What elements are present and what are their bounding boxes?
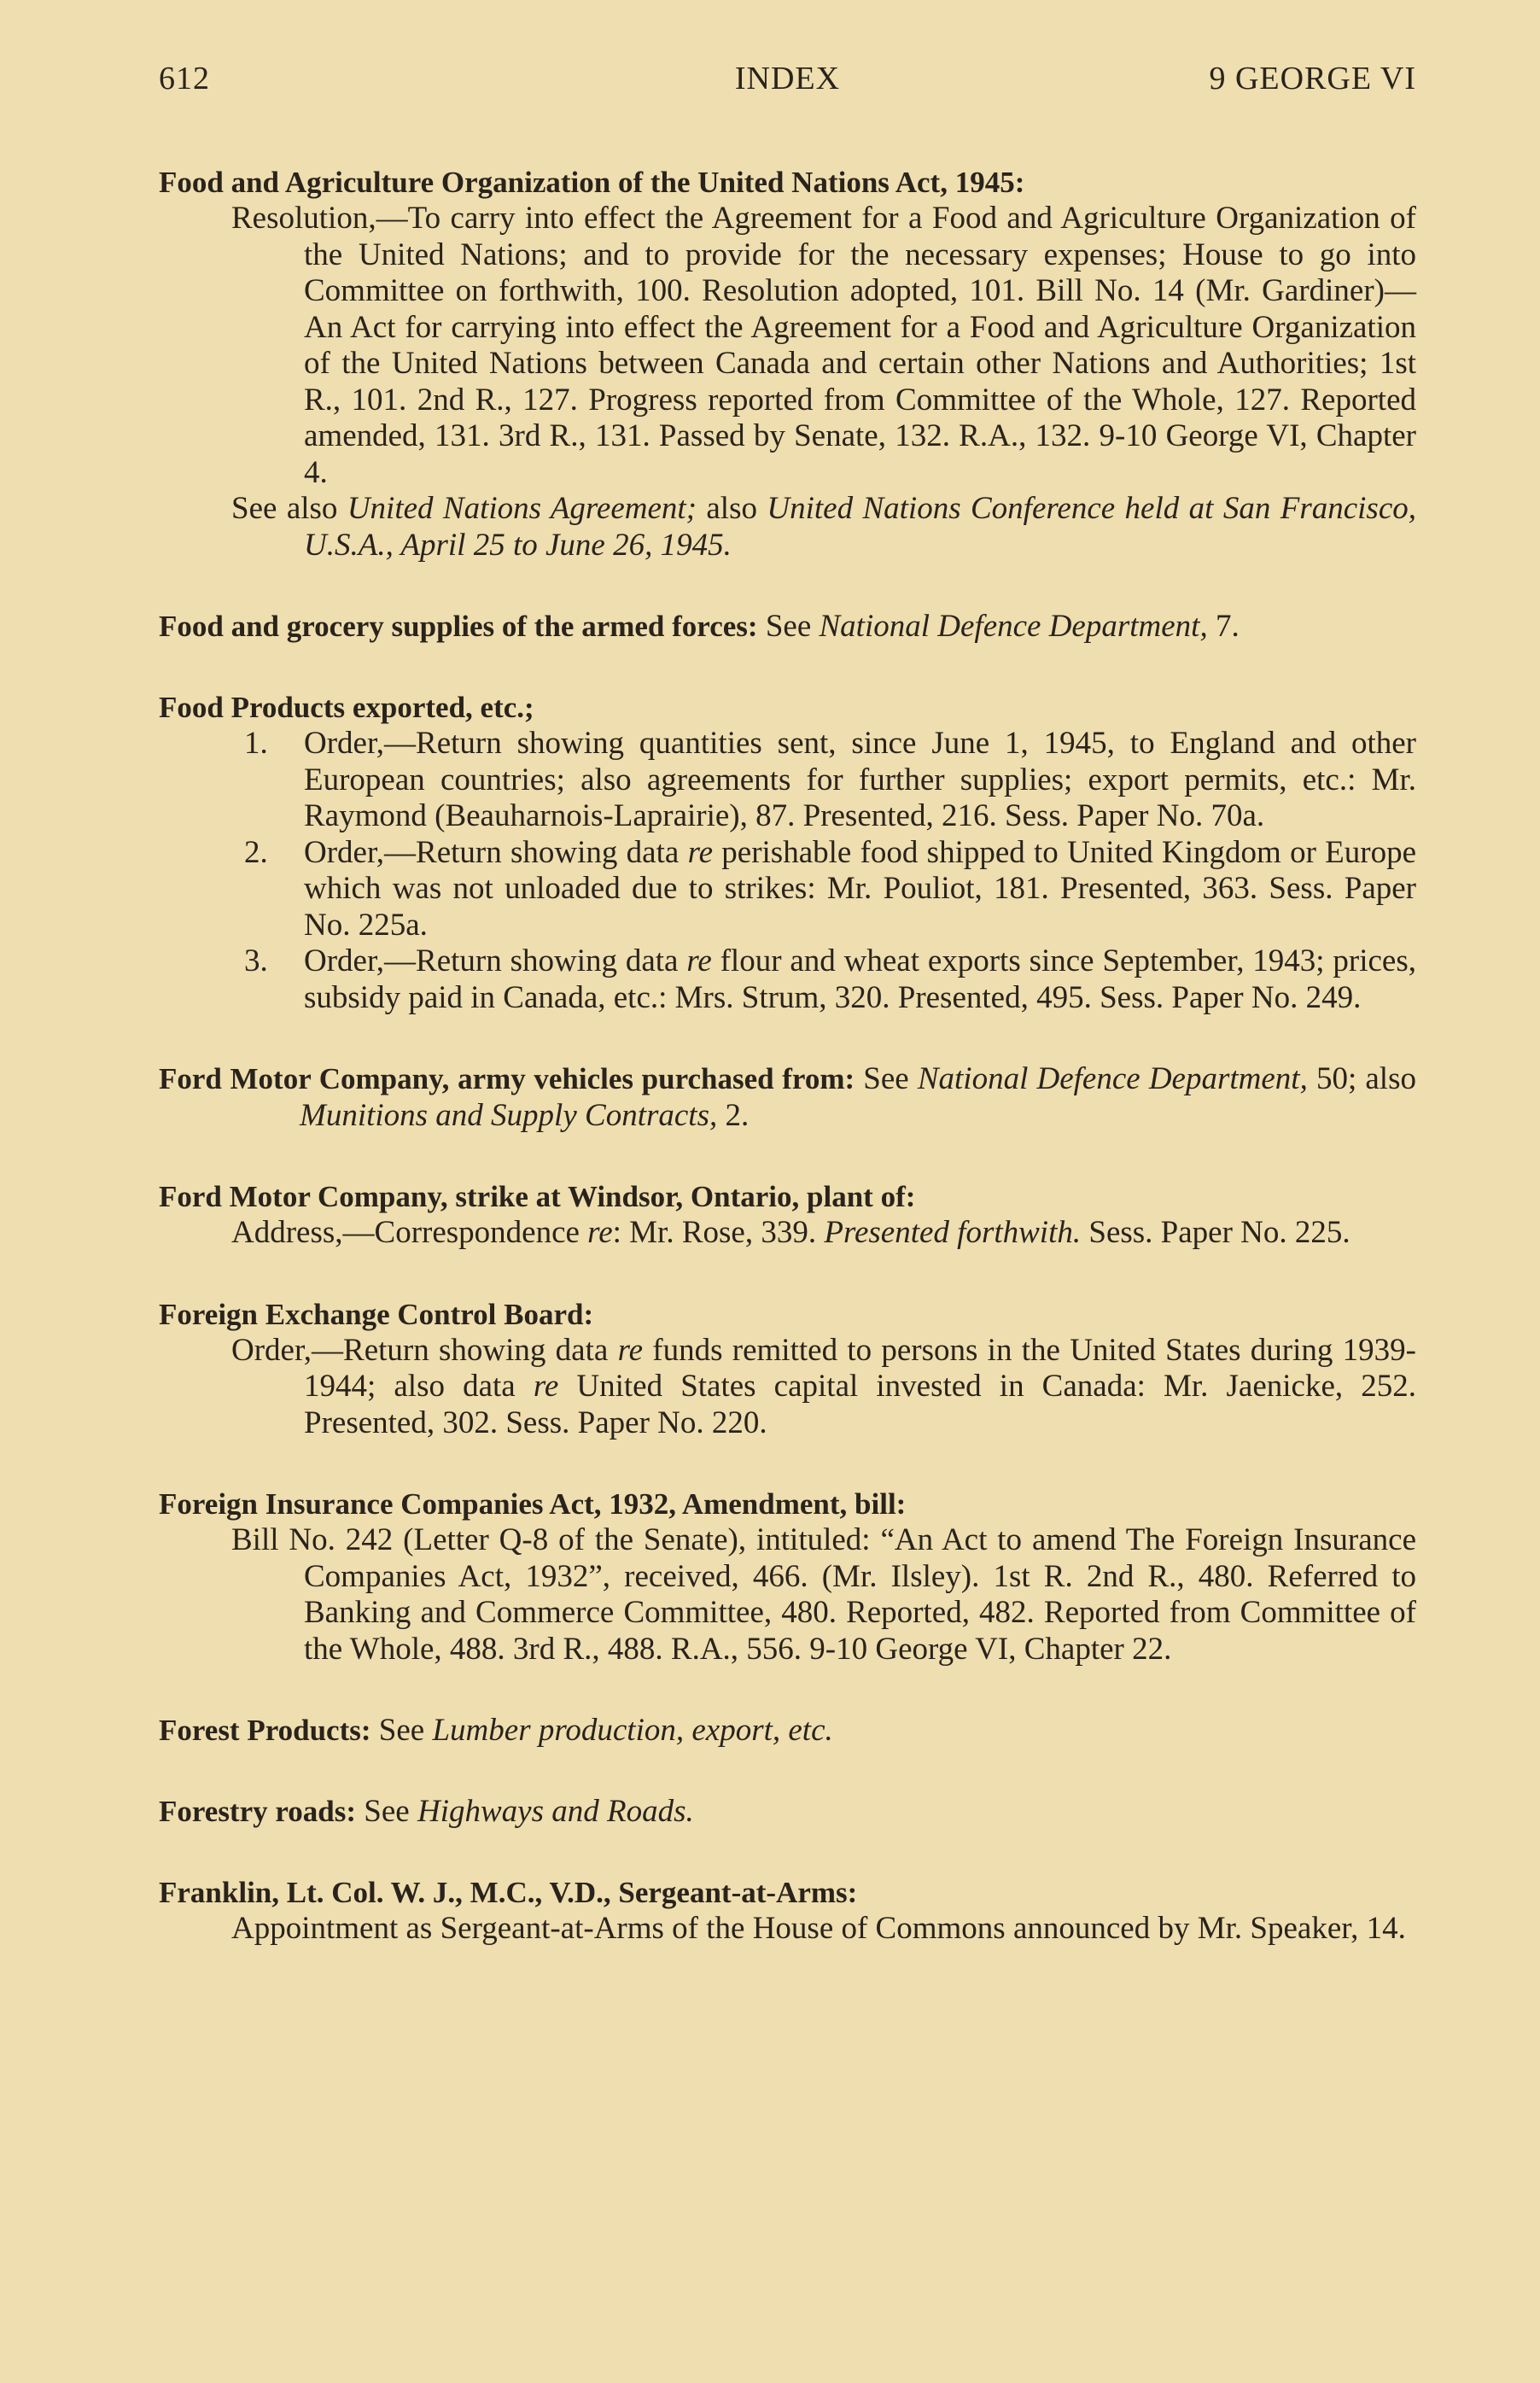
sub-text: Address,—Correspondence bbox=[231, 1215, 588, 1250]
see-prefix: See bbox=[863, 1061, 918, 1096]
see-reference bbox=[371, 1713, 833, 1748]
re-term: re bbox=[687, 834, 714, 870]
item-text: Order,—Return showing quantities sent, since June 1, 1945, to England and other European countries; also agreements for further supplies; export permits, etc.: Mr. Raymond (Beauharnois-Laprairie), 87. Presented, 216. Sess. Paper No. 70a. bbox=[304, 726, 1416, 833]
sub-text: Order,—Return showing data bbox=[231, 1332, 618, 1368]
cross-reference: Highways and Roads. bbox=[417, 1794, 694, 1829]
index-entry-fecb bbox=[159, 1296, 1416, 1442]
entry-address bbox=[159, 1215, 1416, 1252]
entry-heading bbox=[159, 608, 1416, 645]
index-entry-grocery bbox=[159, 608, 1416, 645]
see-mid: 50; also bbox=[1307, 1061, 1416, 1096]
page-number: 612 bbox=[159, 61, 210, 96]
numbered-item bbox=[159, 943, 1416, 1016]
cross-reference: National Defence Department, bbox=[917, 1061, 1308, 1096]
see-suffix: 7. bbox=[1207, 609, 1240, 644]
entry-bill: Bill No. 242 (Letter Q-8 of the Senate), intituled: “An Act to amend The Foreign Insurance Companies Act, 1932”, received, 466. (Mr. Ilsley). 1st R. 2nd R., 480. Referred to Banking and Commerce Committee, 480. Reported, 482. Reported from Committee of the Whole, 488. 3rd R., 488. R.A., 556. 9-10 George VI, Chapter 22. bbox=[231, 1522, 1416, 1667]
item-text: flour and wheat exports since September, 1943; prices, subsidy paid in Canada, etc.: Mrs. Strum, 320. Presented, 495. Sess. Paper No. 249. bbox=[304, 943, 1416, 1015]
entry-heading bbox=[159, 1793, 1416, 1830]
entry-resolution: Resolution,—To carry into effect the Agreement for a Food and Agriculture Organization of the United Nations; and to provide for the necessary expenses; House to go into Committee on forthwith, 100. Resolution adopted, 101. Bill No. 14 (Mr. Gardiner)—An Act for carrying into effect the Agreement for a Food and Agriculture Organization of the United Nations between Canada and certain other Nations and Authorities; 1st R., 101. 2nd R., 127. Progress reported from Committee of the Whole, 127. Reported amended, 131. 3rd R., 131. Passed by Senate, 132. R.A., 132. 9-10 George VI, Chapter 4. bbox=[231, 201, 1416, 490]
see-suffix: 2. bbox=[717, 1098, 750, 1133]
index-entry-fica bbox=[159, 1486, 1416, 1668]
sub-text: funds remitted to persons in the United States during 1939-1944; also data bbox=[304, 1332, 1416, 1404]
see-reference bbox=[356, 1794, 694, 1829]
cross-reference: Munitions and Supply Contracts, bbox=[300, 1098, 718, 1133]
presented-note: Presented forthwith. bbox=[824, 1215, 1082, 1250]
entry-appointment: Appointment as Sergeant-at-Arms of the House of Commons announced by Mr. Speaker, 14. bbox=[231, 1911, 1406, 1946]
index-entry-forestry-roads bbox=[159, 1793, 1416, 1830]
see-reference bbox=[758, 609, 1240, 644]
cross-reference: National Defence Department, bbox=[819, 609, 1208, 644]
heading-text: Forest Products: bbox=[159, 1714, 371, 1747]
see-prefix: See bbox=[378, 1713, 433, 1748]
item-text: perishable food shipped to United Kingdom or Europe which was not unloaded due to strikes: Mr. Pouliot, 181. Presented, 363. Sess. Paper No. 225a. bbox=[304, 834, 1416, 943]
numbered-item bbox=[159, 726, 1416, 835]
re-term: re bbox=[617, 1332, 644, 1368]
see-prefix: See bbox=[765, 609, 820, 644]
index-entry-fao bbox=[159, 164, 1416, 564]
cross-reference: Lumber production, export, etc. bbox=[432, 1713, 833, 1748]
numbered-item bbox=[159, 835, 1416, 944]
index-entries bbox=[159, 164, 1416, 1948]
sub-text: : Mr. Rose, 339. bbox=[612, 1215, 825, 1250]
re-term: re bbox=[686, 943, 712, 978]
index-entry-forest-products bbox=[159, 1712, 1416, 1749]
heading-text: Forestry roads: bbox=[159, 1795, 357, 1828]
index-entry-food-products bbox=[159, 689, 1416, 1016]
re-term: re bbox=[533, 1369, 559, 1404]
entry-heading: Food Products exported, etc.; bbox=[159, 691, 534, 724]
entry-heading bbox=[159, 1060, 1416, 1134]
heading-text: Ford Motor Company, army vehicles purchased from: bbox=[159, 1062, 855, 1095]
entry-order bbox=[159, 1333, 1416, 1442]
entry-heading bbox=[159, 1712, 1416, 1749]
see-prefix: See bbox=[364, 1794, 417, 1829]
index-entry-ford-vehicles bbox=[159, 1060, 1416, 1134]
sub-text: Sess. Paper No. 225. bbox=[1081, 1215, 1350, 1250]
running-title: INDEX bbox=[734, 61, 841, 96]
entry-heading: Franklin, Lt. Col. W. J., M.C., V.D., Sergeant-at-Arms: bbox=[159, 1876, 858, 1909]
item-number: 2. bbox=[244, 834, 268, 870]
item-number: 3. bbox=[244, 943, 268, 978]
cross-reference: United Nations Conference held at San Francisco, U.S.A., April 25 to June 26, 1945. bbox=[304, 491, 1416, 563]
entry-heading: Foreign Exchange Control Board: bbox=[159, 1297, 594, 1331]
cross-reference: United Nations Agreement; bbox=[347, 491, 697, 526]
running-head bbox=[159, 60, 1416, 111]
entry-heading: Food and Agriculture Organization of the United Nations Act, 1945: bbox=[159, 166, 1025, 199]
re-term: re bbox=[587, 1215, 613, 1250]
sub-text: United States capital invested in Canada: Mr. Jaenicke, 252. Presented, 302. Sess. Paper No. 220. bbox=[304, 1369, 1417, 1440]
running-reign: 9 GEORGE VI bbox=[1209, 61, 1416, 96]
index-entry-ford-strike bbox=[159, 1178, 1416, 1252]
entry-heading: Foreign Insurance Companies Act, 1932, Amendment, bill: bbox=[159, 1487, 907, 1521]
item-number: 1. bbox=[244, 726, 268, 761]
see-prefix: See also bbox=[231, 491, 347, 526]
entry-see-also bbox=[159, 491, 1416, 564]
heading-text: Food and grocery supplies of the armed forces: bbox=[159, 610, 758, 643]
entry-heading: Ford Motor Company, strike at Windsor, Ontario, plant of: bbox=[159, 1180, 916, 1213]
index-entry-franklin bbox=[159, 1874, 1416, 1948]
item-text: Order,—Return showing data bbox=[304, 834, 688, 870]
see-mid: also bbox=[696, 491, 767, 526]
item-text: Order,—Return showing data bbox=[304, 943, 687, 978]
